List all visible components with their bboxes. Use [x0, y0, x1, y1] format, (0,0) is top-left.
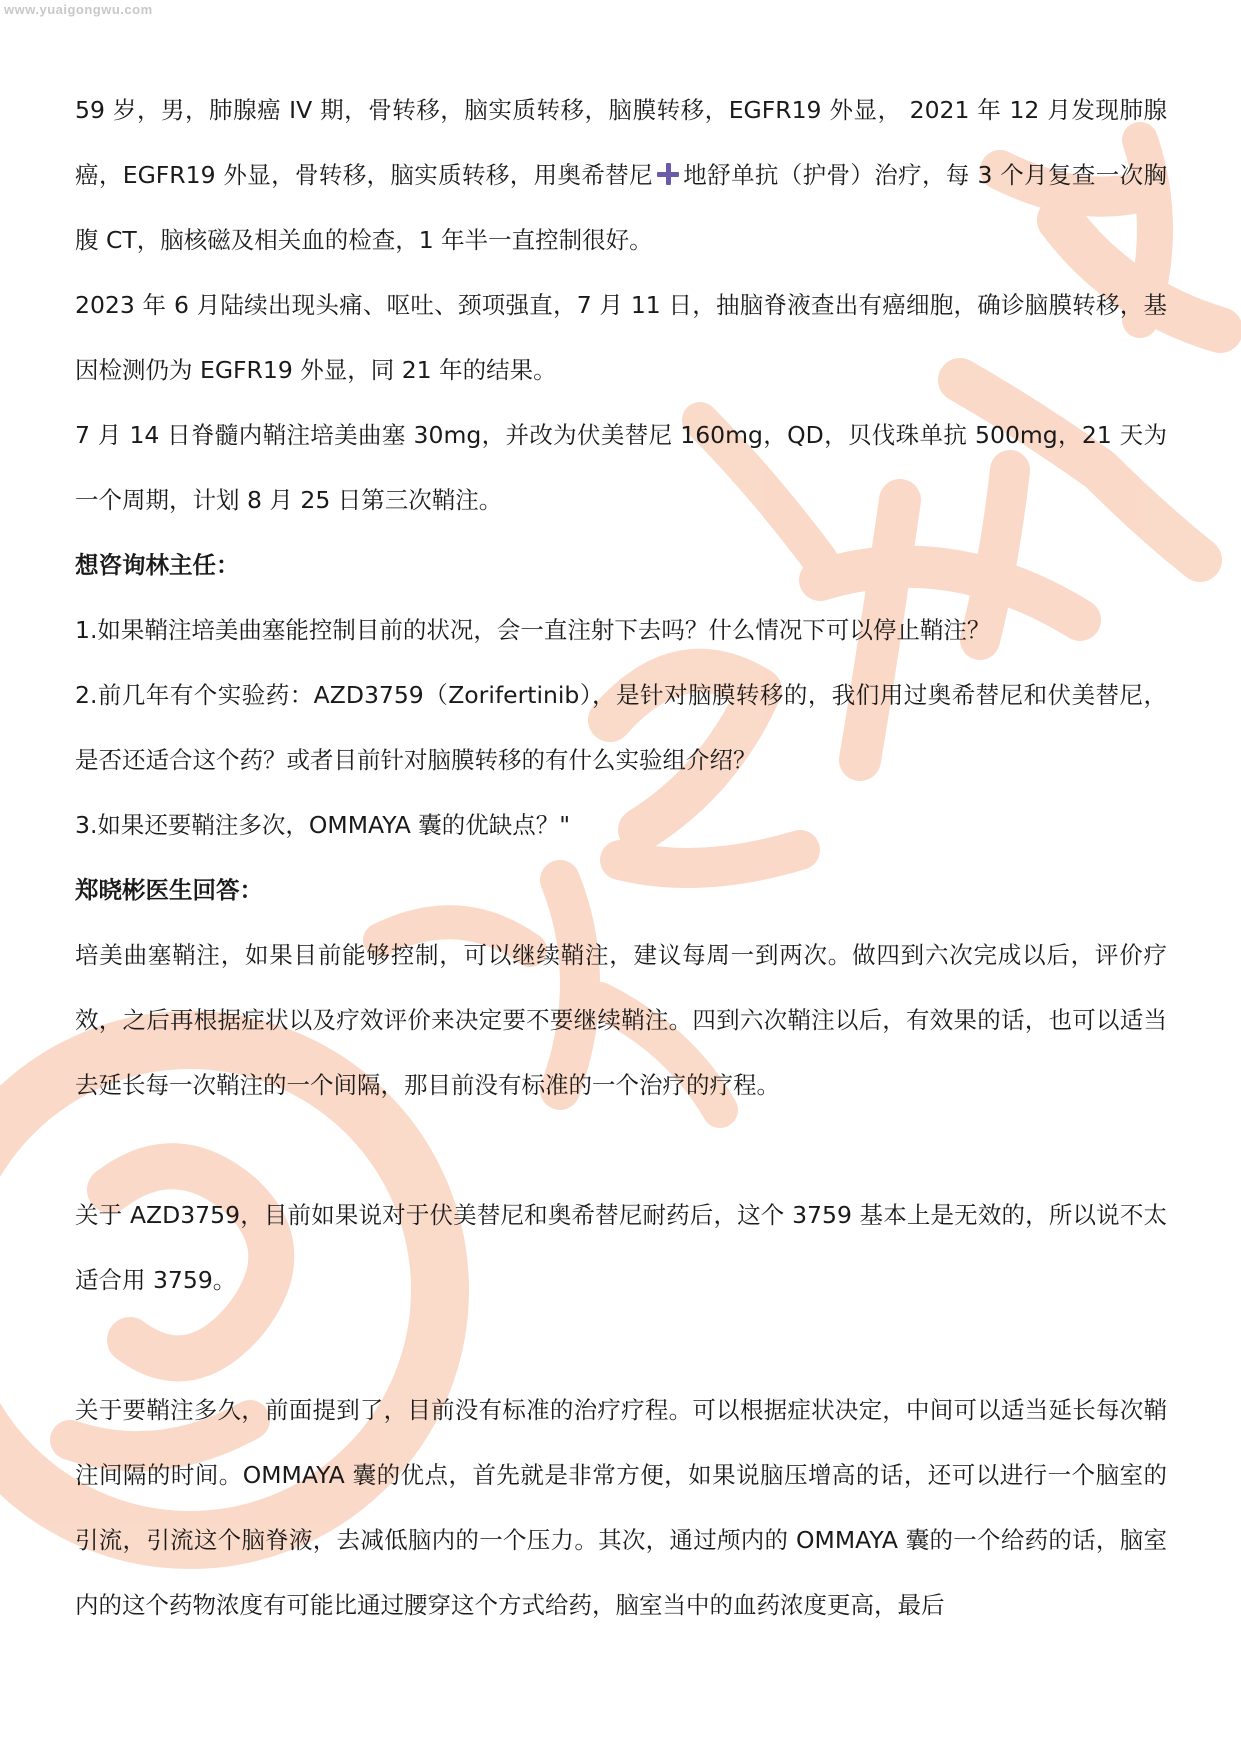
paragraph-spacer: [75, 1118, 1167, 1183]
document-body: [75, 78, 1167, 1638]
plus-icon: [656, 162, 680, 186]
answer-paragraph-2: 关于 AZD3759，目前如果说对于伏美替尼和奥希替尼耐药后，这个 3759 基本上是无效的，所以说不太适合用 3759。: [75, 1201, 1167, 1294]
answer-paragraph-3: 关于要鞘注多久，前面提到了，目前没有标准的治疗疗程。可以根据症状决定，中间可以适当延长每次鞘注间隔的时间。OMMAYA 囊的优点，首先就是非常方便，如果说脑压增高的话，还可以进行一个脑室的引流，引流这个脑脊液，去减低脑内的一个压力。其次，通过颅内的 OMMAYA 囊的一个给药的话，脑室内的这个药物浓度有可能比通过腰穿这个方式给药，脑室当中的血药浓度更高，最后: [75, 1396, 1167, 1619]
answer-paragraph-1: 培美曲塞鞘注，如果目前能够控制，可以继续鞘注，建议每周一到两次。做四到六次完成以后，评价疗效，之后再根据症状以及疗效评价来决定要不要继续鞘注。四到六次鞘注以后，有效果的话，也可以适当去延长每一次鞘注的一个间隔，那目前没有标准的一个治疗的疗程。: [75, 941, 1167, 1099]
case-paragraph-3: 7 月 14 日脊髓内鞘注培美曲塞 30mg，并改为伏美替尼 160mg，QD，贝伐珠单抗 500mg，21 天为一个周期，计划 8 月 25 日第三次鞘注。: [75, 421, 1167, 514]
questions-heading: 想咨询林主任：: [75, 551, 240, 579]
case-paragraph-2: 2023 年 6 月陆续出现头痛、呕吐、颈项强直，7 月 11 日，抽脑脊液查出有癌细胞，确诊脑膜转移，基因检测仍为 EGFR19 外显，同 21 年的结果。: [75, 291, 1167, 384]
case-text-1b: 地舒单抗（护骨）治疗，每 3 个月复查一次胸腹 CT，脑核磁及相关血的检查，1 年半一直控制很好。: [75, 161, 1167, 254]
answer-heading: 郑晓彬医生回答：: [75, 876, 263, 904]
question-2: 2.前几年有个实验药：AZD3759（Zorifertinib），是针对脑膜转移的，我们用过奥希替尼和伏美替尼，是否还适合这个药？或者目前针对脑膜转移的有什么实验组介绍？: [75, 681, 1167, 774]
case-text-1a: 59 岁，男，肺腺癌 IV 期，骨转移，脑实质转移，脑膜转移，EGFR19 外显， 2021 年 12 月发现肺腺癌，EGFR19 外显，骨转移，脑实质转移，用奥希替尼: [75, 96, 1167, 189]
case-paragraph-1: [75, 78, 1167, 273]
site-url: www.yuaigongwu.com: [4, 2, 153, 17]
paragraph-spacer: [75, 1313, 1167, 1378]
question-3: 3.如果还要鞘注多次，OMMAYA 囊的优缺点？": [75, 811, 571, 839]
question-1: 1.如果鞘注培美曲塞能控制目前的状况，会一直注射下去吗？什么情况下可以停止鞘注？: [75, 616, 991, 644]
